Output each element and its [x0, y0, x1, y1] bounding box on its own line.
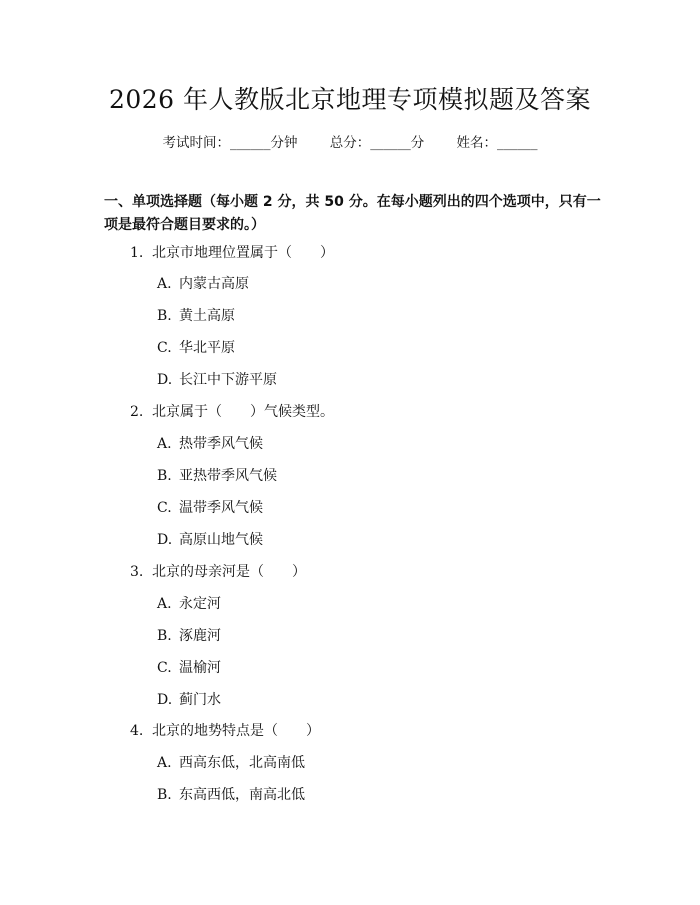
- question-text: 北京市地理位置属于（ ）: [152, 245, 334, 261]
- option-text: 永定河: [179, 596, 221, 612]
- question-2-option-a: [157, 434, 263, 454]
- question-number: 1.: [130, 245, 144, 261]
- option-letter: B.: [157, 308, 172, 324]
- question-1-option-a: [157, 274, 249, 294]
- option-letter: A.: [157, 755, 172, 771]
- question-1-option-d: [157, 370, 277, 390]
- question-4-option-a: [157, 753, 305, 773]
- question-2-option-c: [157, 498, 263, 518]
- section-heading: 一、单项选择题（每小题 2 分，共 50 分。在每小题列出的四个选项中，只有一项是最符合题目要求的。）: [104, 194, 601, 233]
- option-letter: B.: [157, 468, 172, 484]
- option-letter: B.: [157, 787, 172, 803]
- option-text: 涿鹿河: [179, 628, 221, 644]
- option-text: 长江中下游平原: [179, 372, 277, 388]
- option-letter: B.: [157, 628, 172, 644]
- question-1-option-b: [157, 306, 235, 326]
- option-letter: C.: [157, 660, 172, 676]
- option-text: 温带季风气候: [179, 500, 263, 516]
- exam-time-field: 考试时间：______分钟: [162, 135, 298, 151]
- option-text: 内蒙古高原: [179, 276, 249, 292]
- option-letter: D.: [157, 692, 173, 708]
- question-2-option-d: [157, 530, 263, 550]
- option-text: 东高西低，南高北低: [179, 787, 305, 803]
- option-letter: D.: [157, 372, 173, 388]
- exam-meta: [0, 131, 700, 151]
- option-text: 高原山地气候: [179, 532, 263, 548]
- total-score-field: 总分：______分: [329, 135, 425, 151]
- option-letter: C.: [157, 340, 172, 356]
- option-text: 蓟门水: [179, 692, 221, 708]
- option-text: 黄土高原: [179, 308, 235, 324]
- option-text: 热带季风气候: [179, 436, 263, 452]
- option-letter: D.: [157, 532, 173, 548]
- option-letter: A.: [157, 276, 172, 292]
- option-text: 西高东低，北高南低: [179, 755, 305, 771]
- page-title: 2026 年人教版北京地理专项模拟题及答案: [108, 85, 592, 114]
- option-letter: A.: [157, 596, 172, 612]
- student-name-field: 姓名：______: [456, 135, 538, 151]
- question-3-option-d: [157, 690, 221, 710]
- question-2: [130, 402, 334, 422]
- question-number: 2.: [130, 404, 144, 420]
- option-text: 亚热带季风气候: [179, 468, 277, 484]
- question-number: 4.: [130, 723, 144, 739]
- question-text: 北京的地势特点是（ ）: [152, 723, 320, 739]
- option-letter: C.: [157, 500, 172, 516]
- question-text: 北京的母亲河是（ ）: [152, 564, 306, 580]
- question-4-option-b: [157, 785, 305, 805]
- question-3-option-b: [157, 626, 221, 646]
- question-2-option-b: [157, 466, 277, 486]
- option-letter: A.: [157, 436, 172, 452]
- question-3: [130, 562, 306, 582]
- question-1-option-c: [157, 338, 235, 358]
- question-3-option-a: [157, 594, 221, 614]
- question-4: [130, 721, 320, 741]
- option-text: 温榆河: [179, 660, 221, 676]
- question-text: 北京属于（ ）气候类型。: [152, 404, 334, 420]
- question-1: [130, 243, 334, 263]
- question-3-option-c: [157, 658, 221, 678]
- option-text: 华北平原: [179, 340, 235, 356]
- question-number: 3.: [130, 564, 144, 580]
